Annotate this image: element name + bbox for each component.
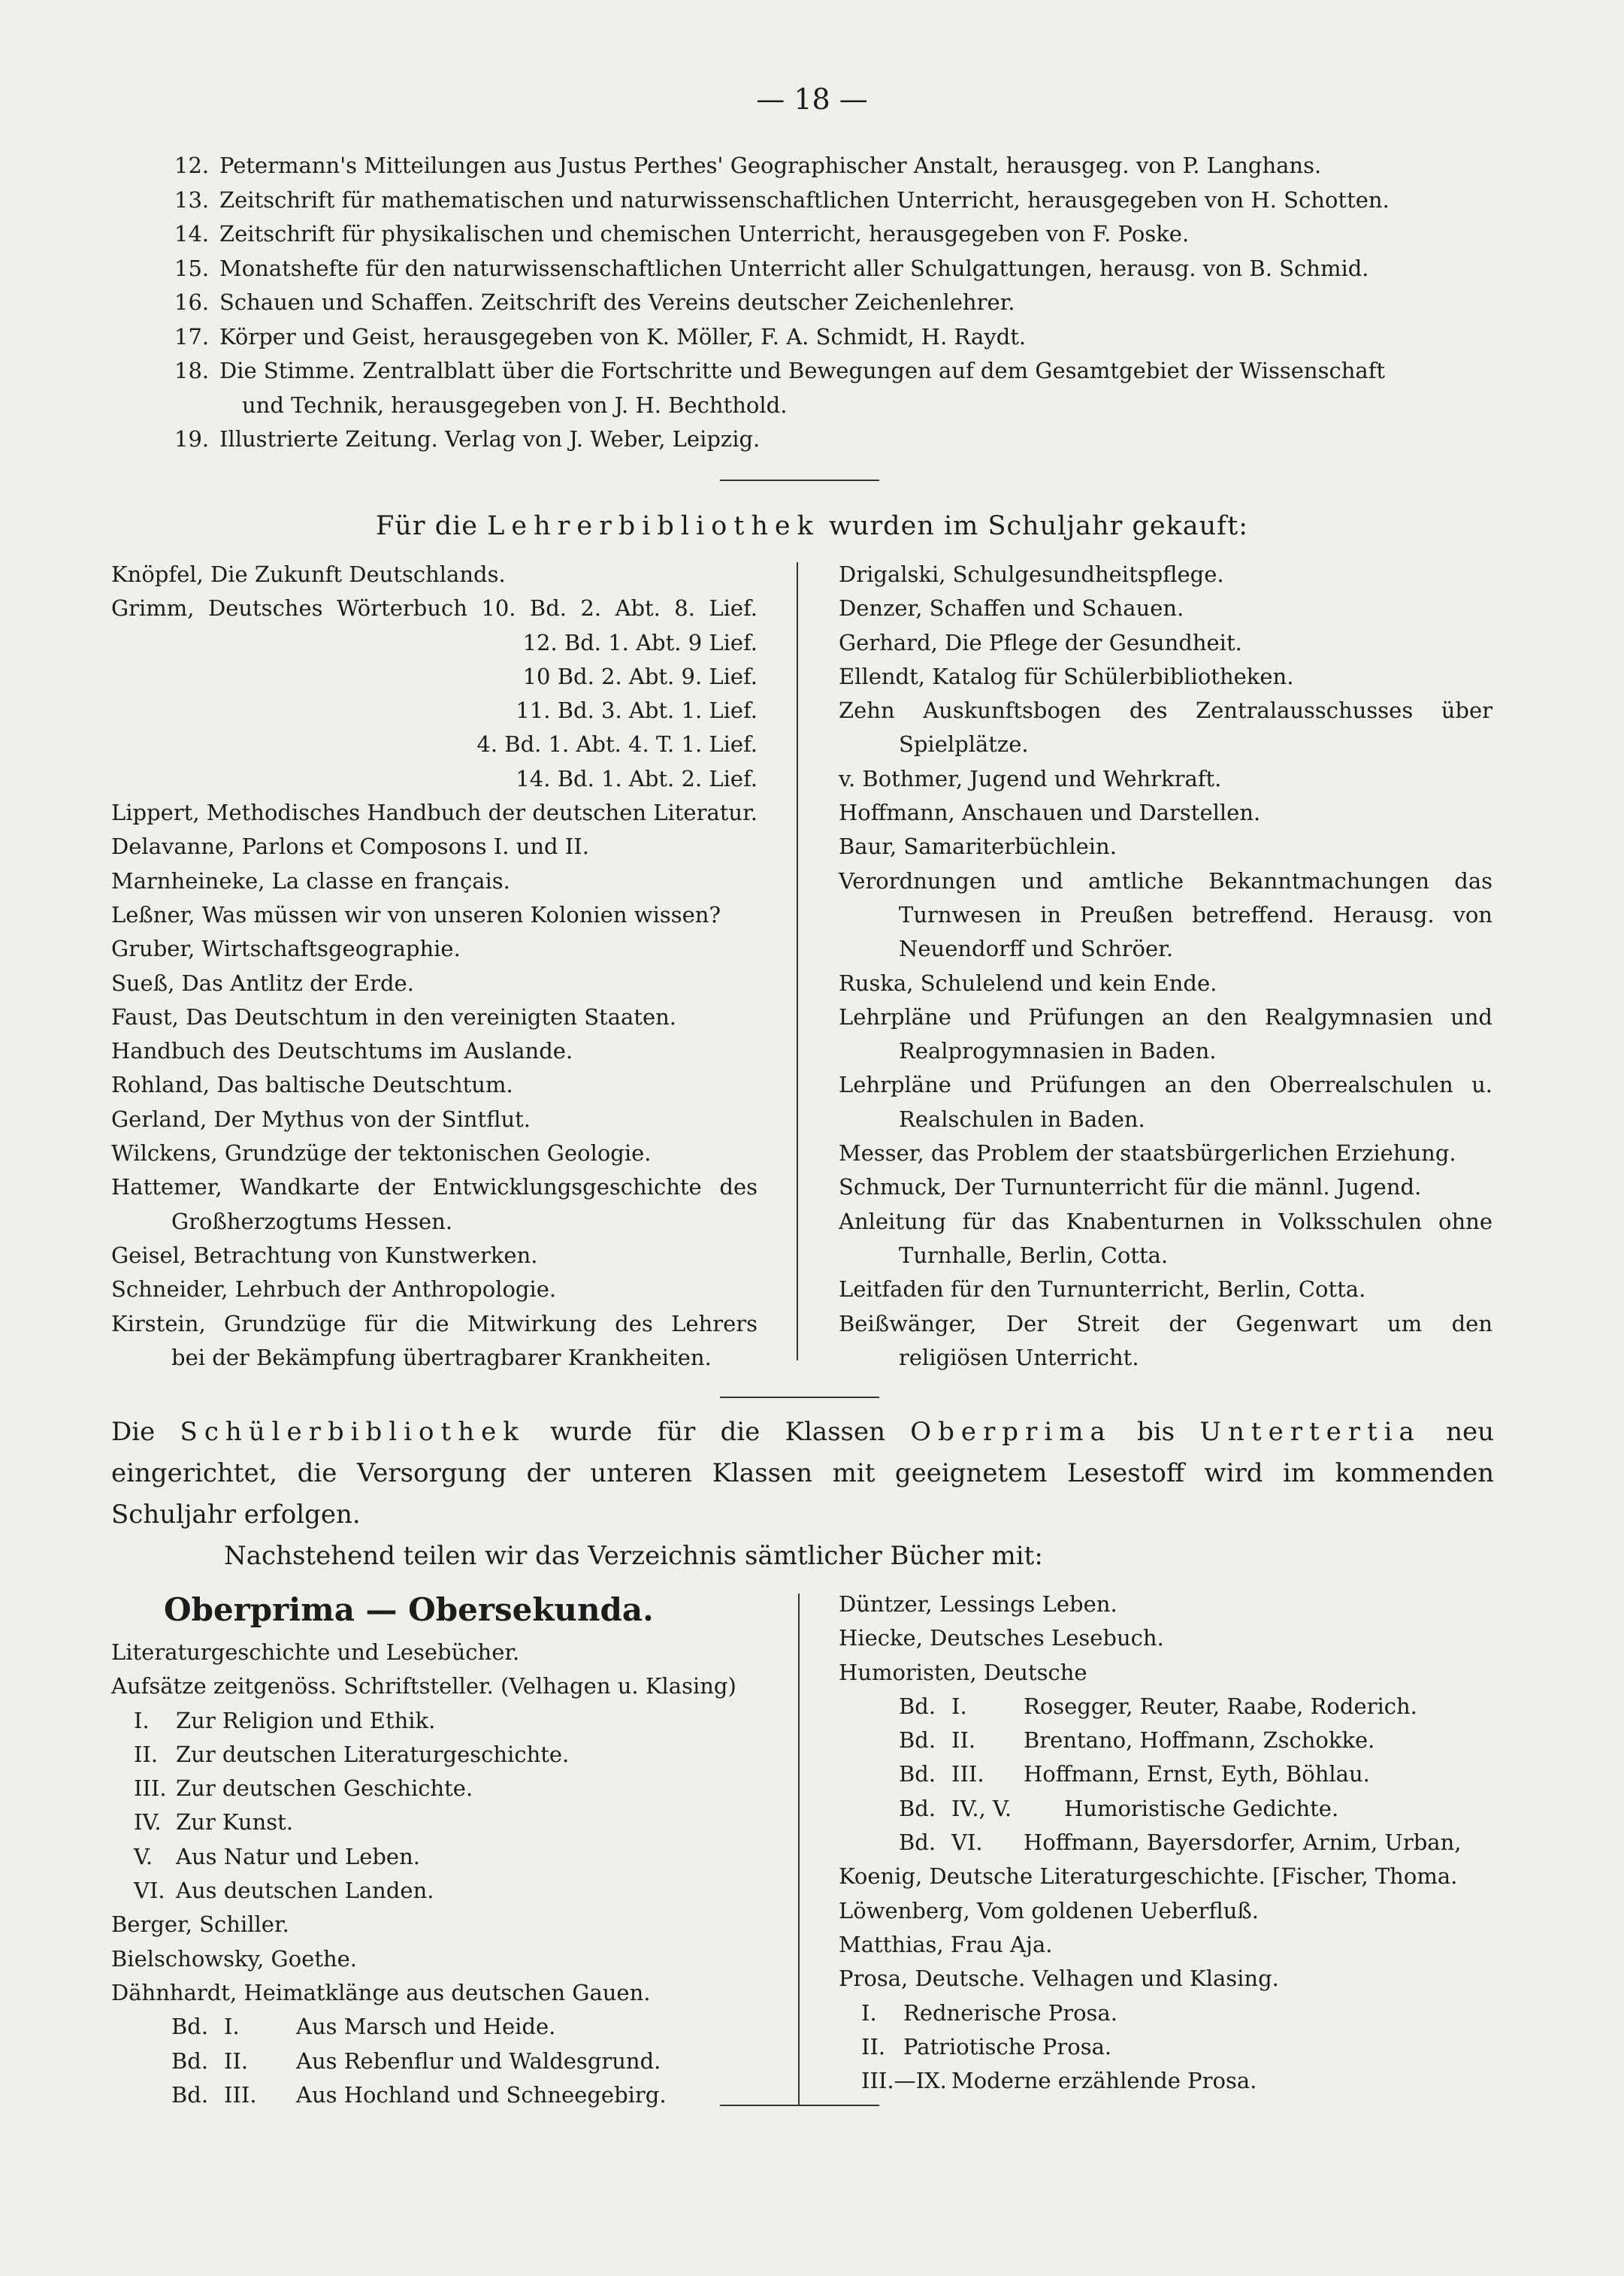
journal-text: Illustrierte Zeitung. Verlag von J. Weber, Leipzig. (219, 426, 761, 452)
lehrer-left-item: 4. Bd. 1. Abt. 4. T. 1. Lief. (476, 731, 758, 758)
lehrer-right-item: Neuendorff und Schröer. (899, 936, 1174, 962)
volume-number: II. (951, 1727, 976, 1754)
volume-label: Bd. (899, 1761, 936, 1787)
lehrer-left-item: bei der Bekämpfung übertragbarer Krankheiten. (171, 1344, 712, 1370)
schueler-line-3: Schuljahr erfolgen. (111, 1500, 361, 1530)
journal-text: Zeitschrift für physikalischen und chemischen Unterricht, herausgegeben von F. Poske. (219, 221, 1190, 247)
book-entry (111, 1738, 773, 1772)
book-title: Aus Marsch und Heide. (296, 2014, 556, 2040)
volume-label: Bd. (899, 1795, 936, 1821)
lehrer-right-item: Turnwesen in Preußen betreffend. Herausg. von (899, 901, 1492, 928)
book-entry (111, 1840, 773, 1874)
journal-entry (174, 354, 1497, 389)
lehrer-left-item: Grimm, Deutsches Wörterbuch 10. Bd. 2. Abt. 8. Lief. (111, 595, 758, 622)
journal-number: 14. (174, 221, 210, 247)
text: bis (1111, 1417, 1200, 1447)
schueler-left-column (111, 1584, 773, 2112)
lehrer-left-item: 10 Bd. 2. Abt. 9. Lief. (522, 663, 758, 689)
text: wurde für die Klassen (525, 1417, 911, 1447)
journal-text: Schauen und Schaffen. Zeitschrift des Vereins deutscher Zeichenlehrer. (219, 289, 1015, 315)
book-title: Aus deutschen Landen. (176, 1878, 434, 1904)
lehrer-left-item: Faust, Das Deutschtum in den vereinigten Staaten. (111, 1003, 677, 1030)
book-entry (111, 1805, 773, 1839)
lehrer-left-item: Hattemer, Wandkarte der Entwicklungsgeschichte des (111, 1174, 758, 1200)
journal-number: 13. (174, 186, 210, 213)
book-entry (111, 1976, 773, 2010)
lehrer-left-item: Schneider, Lehrbuch der Anthropologie. (111, 1276, 557, 1303)
lehrer-left-item: Gerland, Der Mythus von der Sintflut. (111, 1106, 531, 1132)
volume-label: Bd. (899, 1830, 936, 1856)
journal-list (174, 149, 1497, 457)
book-title: Zur deutschen Literaturgeschichte. (176, 1741, 570, 1767)
book-title: Löwenberg, Vom goldenen Ueberfluß. (839, 1897, 1259, 1923)
lehrer-left-column (111, 558, 758, 1375)
book-title: Literaturgeschichte und Lesebücher. (111, 1639, 520, 1665)
divider-bottom (720, 2105, 879, 2106)
lehrer-right-column (839, 558, 1492, 1375)
book-title: Bielschowsky, Goethe. (111, 1945, 358, 1972)
volume-label: Bd. (171, 2047, 209, 2074)
book-entry (839, 1996, 1515, 2030)
schueler-line-2: eingerichtet, die Versorgung der unteren Klassen mit geeignetem Lesestoff wird im kommenden (111, 1458, 1494, 1488)
lehrer-right-item: Lehrpläne und Prüfungen an den Oberrealschulen u. (839, 1072, 1492, 1098)
lehrer-right-item: Verordnungen und amtliche Bekanntmachungen das (839, 867, 1492, 894)
journal-number: 16. (174, 289, 210, 315)
lehrer-right-item: religiösen Unterricht. (899, 1344, 1139, 1370)
book-entry (111, 1669, 773, 1703)
lehrer-left-item: 11. Bd. 3. Abt. 1. Lief. (516, 698, 758, 724)
book-title: Prosa, Deutsche. Velhagen und Klasing. (839, 1966, 1279, 1992)
journal-continuation: und Technik, herausgegeben von J. H. Bechthold. (242, 392, 788, 418)
section-number: II. (861, 2033, 886, 2060)
journal-text: Körper und Geist, herausgegeben von K. Möller, F. A. Schmidt, H. Raydt. (219, 323, 1027, 350)
book-title: Berger, Schiller. (111, 1911, 289, 1938)
section-number: III.—IX. (861, 2068, 947, 2094)
volume-number: VI. (951, 1830, 983, 1856)
section-number: I. (861, 1999, 877, 2026)
book-entry (839, 1690, 1515, 1724)
lehrer-right-item: v. Bothmer, Jugend und Wehrkraft. (839, 765, 1222, 791)
book-entry (111, 2010, 773, 2044)
text: neu (1420, 1417, 1494, 1447)
journal-number: 17. (174, 323, 210, 350)
book-title: Aus Natur und Leben. (176, 1843, 420, 1869)
volume-number: III. (224, 2081, 257, 2108)
lehrer-right-item: Realschulen in Baden. (899, 1106, 1145, 1132)
lehrer-left-item: Geisel, Betrachtung von Kunstwerken. (111, 1242, 538, 1268)
lehrer-left-item: Wilckens, Grundzüge der tektonischen Geologie. (111, 1140, 652, 1167)
lehrer-right-item: Denzer, Schaffen und Schauen. (839, 595, 1184, 622)
lehrer-heading-post: wurden im Schuljahr gekauft: (819, 511, 1248, 541)
text-spaced: Schülerbibliothek (180, 1417, 525, 1447)
book-title: Moderne erzählende Prosa. (951, 2068, 1257, 2094)
book-entry (839, 1860, 1515, 1893)
lehrer-right-item: Zehn Auskunftsbogen des Zentralausschusses über (839, 698, 1492, 724)
book-entry (111, 1636, 773, 1669)
lehrer-left-item: 12. Bd. 1. Abt. 9 Lief. (522, 629, 758, 655)
book-entry (111, 1772, 773, 1805)
book-entry (839, 1757, 1515, 1791)
book-entry (111, 1704, 773, 1738)
book-title: Brentano, Hoffmann, Zschokke. (1024, 1727, 1375, 1754)
text-spaced: Oberprima (910, 1417, 1112, 1447)
section-number: VI. (134, 1878, 165, 1904)
journal-text: Zeitschrift für mathematischen und naturwissenschaftlichen Unterricht, herausgegeben von H. Schotten. (219, 186, 1390, 213)
book-entry (839, 2064, 1515, 2098)
section-number: IV. (134, 1809, 162, 1836)
text-spaced: Untertertia (1199, 1417, 1421, 1447)
journal-text: Monatshefte für den naturwissenschaftlichen Unterricht aller Schulgattungen, herausg. von B. Schmid. (219, 255, 1369, 281)
volume-number: I. (951, 1693, 967, 1719)
book-title: Rednerische Prosa. (903, 1999, 1117, 2026)
book-entry (839, 1656, 1515, 1690)
volume-label: Bd. (171, 2014, 209, 2040)
page-number: — 18 — (756, 83, 868, 116)
book-title: Humoristische Gedichte. (1064, 1795, 1339, 1821)
lehrer-left-item: Kirstein, Grundzüge für die Mitwirkung des Lehrers (111, 1310, 758, 1336)
lehrer-left-item: Großherzogtums Hessen. (171, 1208, 453, 1234)
book-entry (839, 1587, 1515, 1621)
book-entry (839, 1621, 1515, 1655)
lehrer-heading (0, 511, 1624, 541)
book-title: Aus Hochland und Schneegebirg. (296, 2081, 667, 2108)
journal-entry (174, 149, 1497, 183)
volume-label: Bd. (899, 1693, 936, 1719)
book-title: Zur Kunst. (176, 1809, 294, 1836)
divider-top (720, 480, 879, 481)
book-title: Düntzer, Lessings Leben. (839, 1591, 1117, 1617)
journal-number: 15. (174, 255, 210, 281)
lehrer-right-item: Schmuck, Der Turnunterricht für die männl. Jugend. (839, 1174, 1422, 1200)
volume-label: Bd. (899, 1727, 936, 1754)
volume-number: IV., V. (951, 1795, 1012, 1821)
book-title: Humoristen, Deutsche (839, 1659, 1087, 1685)
journal-entry (174, 252, 1497, 286)
book-entry (111, 2044, 773, 2078)
lehrer-left-item: Delavanne, Parlons et Composons I. und II. (111, 834, 589, 860)
journal-text: Petermann's Mitteilungen aus Justus Perthes' Geographischer Anstalt, herausgeg. von P. Langhans. (219, 153, 1322, 178)
journal-number: 12. (174, 153, 210, 178)
lehrer-right-item: Ellendt, Katalog für Schülerbibliotheken. (839, 663, 1294, 689)
journal-number: 18. (174, 358, 210, 383)
schueler-line-4: Nachstehend teilen wir das Verzeichnis sämtlicher Bücher mit: (224, 1541, 1043, 1571)
volume-number: III. (951, 1761, 984, 1787)
section-number: V. (134, 1843, 153, 1869)
lehrer-heading-spaced: Lehrerbibliothek (487, 511, 820, 541)
book-entry (839, 1826, 1515, 1860)
schueler-paragraph (111, 1412, 1494, 1577)
lehrer-right-item: Spielplätze. (899, 731, 1029, 758)
lehrer-right-item: Turnhalle, Berlin, Cotta. (899, 1242, 1169, 1268)
book-entry (839, 1894, 1515, 1928)
lehrer-right-item: Hoffmann, Anschauen und Darstellen. (839, 800, 1261, 826)
book-entry (839, 2030, 1515, 2064)
column-divider-2 (798, 1594, 800, 2105)
class-heading: Oberprima — Obersekunda. (164, 1591, 654, 1628)
book-title: Hoffmann, Bayersdorfer, Arnim, Urban, (1024, 1830, 1462, 1856)
lehrer-right-item: Realprogymnasien in Baden. (899, 1038, 1217, 1064)
lehrer-left-item: 14. Bd. 1. Abt. 2. Lief. (516, 765, 758, 791)
book-title: Dähnhardt, Heimatklänge aus deutschen Gauen. (111, 1979, 651, 2005)
schueler-line-1 (111, 1412, 1494, 1453)
journal-entry (174, 422, 1497, 457)
lehrer-right-item: Lehrpläne und Prüfungen an den Realgymnasien und (839, 1003, 1492, 1030)
book-entry (839, 1792, 1515, 1826)
lehrer-right-item: Drigalski, Schulgesundheitspflege. (839, 561, 1224, 587)
book-entry (839, 1724, 1515, 1757)
lehrer-right-item: Anleitung für das Knabenturnen in Volksschulen ohne (839, 1208, 1492, 1234)
book-title: Zur deutschen Geschichte. (176, 1775, 473, 1802)
lehrer-right-item: Leitfaden für den Turnunterricht, Berlin, Cotta. (839, 1276, 1366, 1303)
lehrer-left-item: Marnheineke, La classe en français. (111, 867, 510, 894)
lehrer-left-item: Rohland, Das baltische Deutschtum. (111, 1072, 513, 1098)
schueler-right-column (839, 1587, 1515, 2098)
lehrer-right-item: Gerhard, Die Pflege der Gesundheit. (839, 629, 1242, 655)
column-divider-1 (797, 562, 798, 1360)
lehrer-right-item: Ruska, Schulelend und kein Ende. (839, 970, 1217, 996)
book-title: Patriotische Prosa. (903, 2033, 1112, 2060)
lehrer-left-item: Leßner, Was müssen wir von unseren Kolonien wissen? (111, 901, 721, 928)
section-number: II. (134, 1741, 159, 1767)
book-title: Aufsätze zeitgenöss. Schriftsteller. (Velhagen u. Klasing) (111, 1673, 736, 1699)
book-title: Aus Rebenflur und Waldesgrund. (296, 2047, 661, 2074)
book-entry (111, 1942, 773, 1976)
journal-entry (174, 286, 1497, 320)
section-number: I. (134, 1707, 150, 1733)
book-title: Hiecke, Deutsches Lesebuch. (839, 1625, 1164, 1651)
journal-entry (174, 217, 1497, 252)
book-entry (839, 1962, 1515, 1996)
lehrer-right-item: Baur, Samariterbüchlein. (839, 834, 1117, 860)
book-entry (839, 1928, 1515, 1962)
divider-middle (720, 1397, 879, 1398)
book-title: Koenig, Deutsche Literaturgeschichte. [Fischer, Thoma. (839, 1863, 1458, 1890)
lehrer-right-item: Beißwänger, Der Streit der Gegenwart um den (839, 1310, 1492, 1336)
book-entry (111, 1874, 773, 1908)
volume-number: I. (224, 2014, 240, 2040)
lehrer-heading-pre: Für die (376, 511, 488, 541)
book-title: Zur Religion und Ethik. (176, 1707, 436, 1733)
volume-label: Bd. (171, 2081, 209, 2108)
lehrer-left-item: Sueß, Das Antlitz der Erde. (111, 970, 414, 996)
lehrer-left-item: Gruber, Wirtschaftsgeographie. (111, 936, 461, 962)
journal-number: 19. (174, 426, 210, 452)
journal-text: Die Stimme. Zentralblatt über die Fortschritte und Bewegungen auf dem Gesamtgebiet der Wissenschaft (219, 358, 1386, 383)
book-entry (111, 1908, 773, 1942)
book-title: Rosegger, Reuter, Raabe, Roderich. (1024, 1693, 1417, 1719)
book-title: Hoffmann, Ernst, Eyth, Böhlau. (1024, 1761, 1370, 1787)
lehrer-left-item: Lippert, Methodisches Handbuch der deutschen Literatur. (111, 800, 758, 826)
journal-entry (174, 320, 1497, 355)
section-number: III. (134, 1775, 167, 1802)
lehrer-left-item: Handbuch des Deutschtums im Auslande. (111, 1038, 573, 1064)
text: Die (111, 1417, 180, 1447)
lehrer-right-item: Messer, das Problem der staatsbürgerlichen Erziehung. (839, 1140, 1456, 1167)
book-title: Matthias, Frau Aja. (839, 1931, 1053, 1957)
volume-number: II. (224, 2047, 249, 2074)
lehrer-left-item: Knöpfel, Die Zukunft Deutschlands. (111, 561, 506, 587)
journal-entry (174, 183, 1497, 218)
book-entry (111, 2078, 773, 2112)
